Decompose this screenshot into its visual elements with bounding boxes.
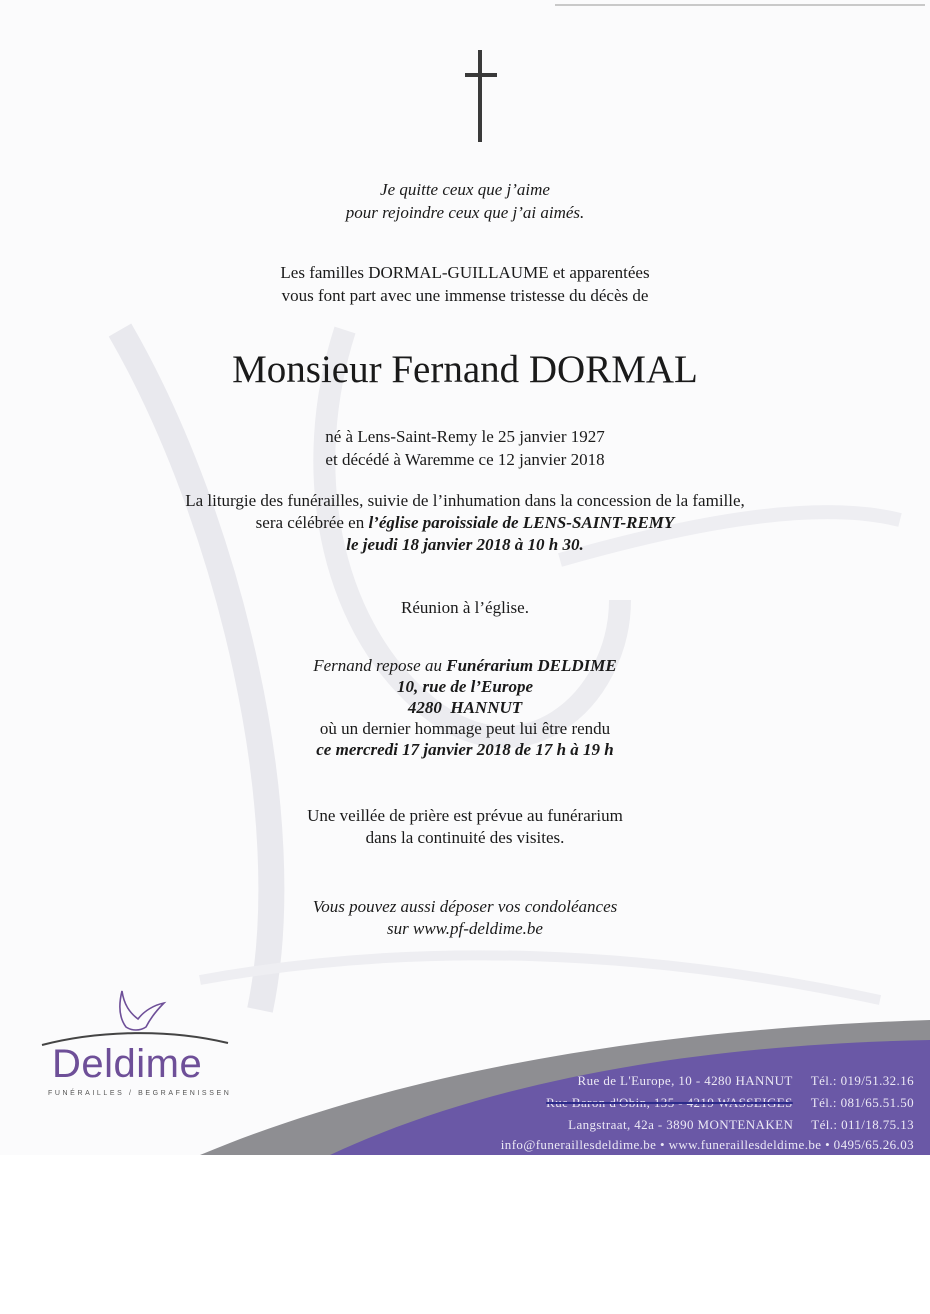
footer-address-1 — [354, 1070, 914, 1092]
repose-line-1 — [0, 655, 930, 676]
quote-line-2: pour rejoindre ceux que j’ai aimés. — [345, 203, 585, 222]
repose-street: 10, rue de l’Europe — [397, 677, 533, 696]
repose-datetime: ce mercredi 17 janvier 2018 de 17 h à 19 h — [316, 740, 614, 759]
liturgy-datetime: le jeudi 18 janvier 2018 à 10 h 30. — [346, 535, 584, 554]
vigil-line-1: Une veillée de prière est prévue au funérarium — [307, 806, 623, 825]
tel-montenaken: Tél.: 011/18.75.13 — [811, 1117, 914, 1132]
quote-line-1: Je quitte ceux que j’aime — [380, 180, 550, 199]
liturgy-info — [0, 490, 930, 556]
condolences-line-2: sur www.pf-deldime.be — [387, 919, 543, 938]
repose-prefix: Fernand repose au — [313, 656, 447, 675]
tel-hannut: Tél.: 019/51.32.16 — [810, 1073, 914, 1088]
address-wasseiges: Rue Baron d'Obin, 135 - 4219 WASSEIGES — [546, 1095, 793, 1110]
repose-info — [0, 655, 930, 760]
vigil-info — [0, 805, 930, 849]
announcement-line-1: Les familles DORMAL-GUILLAUME et apparentées — [280, 263, 650, 282]
cross-bar — [465, 73, 497, 77]
cross-icon — [478, 50, 482, 142]
announcement-line-2: vous font part avec une immense tristesse du décès de — [281, 286, 649, 305]
footer-contact: info@funeraillesdeldime.be • www.funeraillesdeldime.be • 0495/65.26.03 — [500, 1137, 914, 1152]
family-announcement — [0, 261, 930, 307]
liturgy-prefix: sera célébrée en — [255, 513, 369, 532]
tel-wasseiges: Tél.: 081/65.51.50 — [810, 1095, 914, 1110]
condolences-info — [0, 896, 930, 940]
address-hannut: Rue de L'Europe, 10 - 4280 HANNUT — [577, 1073, 793, 1088]
liturgy-line-2 — [0, 512, 930, 534]
liturgy-line-1: La liturgie des funérailles, suivie de l’inhumation dans la concession de la famille, — [185, 491, 745, 510]
repose-city: 4280 HANNUT — [407, 698, 523, 717]
footer-address-2 — [354, 1092, 914, 1114]
logo-tagline: FUNÉRAILLES / BEGRAFENISSEN — [48, 1090, 232, 1097]
footer-address-3 — [354, 1114, 914, 1136]
deceased-name: Monsieur Fernand DORMAL — [232, 348, 698, 391]
death-line: et décédé à Waremme ce 12 janvier 2018 — [325, 450, 605, 469]
life-dates — [0, 425, 930, 471]
reunion-note: Réunion à l’église. — [401, 598, 529, 617]
liturgy-place: l’église paroissiale de LENS-SAINT-REMY — [368, 513, 675, 532]
quote — [0, 178, 930, 224]
logo-name: Deldime — [52, 1042, 203, 1086]
birth-line: né à Lens-Saint-Remy le 25 janvier 1927 — [325, 427, 605, 446]
address-montenaken: Langstraat, 42a - 3890 MONTENAKEN — [568, 1117, 794, 1132]
repose-hommage: où un dernier hommage peut lui être rendu — [319, 719, 611, 738]
condolences-line-1: Vous pouvez aussi déposer vos condoléances — [312, 897, 618, 916]
repose-place: Funérarium DELDIME — [446, 656, 617, 675]
vigil-line-2: dans la continuité des visites. — [365, 828, 565, 847]
